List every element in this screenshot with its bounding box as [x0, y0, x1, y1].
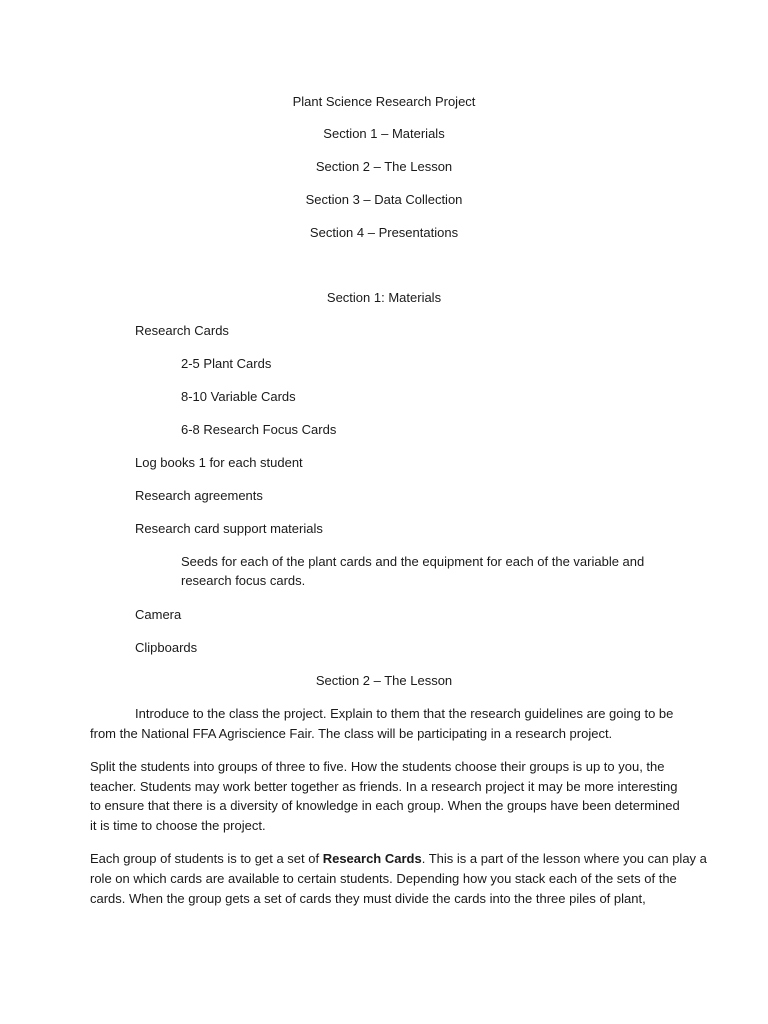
document-title: Plant Science Research Project: [292, 94, 476, 109]
paragraph-2-line-2: teacher. Students may work better together as friends. In a research project it may be more interesting: [90, 779, 678, 794]
list-subitem-focus-cards: 6-8 Research Focus Cards: [181, 422, 337, 437]
toc-item-section-2: Section 2 – The Lesson: [315, 159, 453, 174]
paragraph-1-line-1: Introduce to the class the project. Explain to them that the research guidelines are going to be: [135, 706, 674, 721]
list-item-support-materials: Research card support materials: [135, 521, 323, 536]
list-item-agreements: Research agreements: [135, 488, 263, 503]
list-subitem-plant-cards: 2-5 Plant Cards: [181, 356, 272, 371]
paragraph-2-line-1: Split the students into groups of three to five. How the students choose their groups is up to you, the: [90, 759, 665, 774]
paragraph-1-line-2: from the National FFA Agriscience Fair. The class will be participating in a research project.: [90, 726, 613, 741]
list-item-camera: Camera: [135, 607, 182, 622]
support-detail-line-2: research focus cards.: [181, 573, 306, 588]
paragraph-2-line-3: to ensure that there is a diversity of knowledge in each group. When the groups have been determined: [90, 798, 680, 813]
paragraph-3-text-pre: Each group of students is to get a set of: [90, 851, 323, 866]
support-detail-line-1: Seeds for each of the plant cards and the equipment for each of the variable and: [181, 554, 645, 569]
paragraph-2-line-4: it is time to choose the project.: [90, 818, 266, 833]
section-1-heading: Section 1: Materials: [326, 290, 442, 305]
paragraph-3-line-2: role on which cards are available to certain students. Depending how you stack each of the sets of the: [90, 871, 677, 886]
list-subitem-variable-cards: 8-10 Variable Cards: [181, 389, 296, 404]
list-item-clipboards: Clipboards: [135, 640, 198, 655]
paragraph-3-line-3: cards. When the group gets a set of cards they must divide the cards into the three piles of plant,: [90, 891, 646, 906]
research-cards-bold: Research Cards: [322, 851, 422, 866]
toc-item-section-1: Section 1 – Materials: [323, 126, 445, 141]
paragraph-3-line-1: [90, 850, 707, 868]
list-item-log-books: Log books 1 for each student: [135, 455, 303, 470]
paragraph-3-text-post: . This is a part of the lesson where you can play a: [421, 851, 707, 866]
toc-item-section-4: Section 4 – Presentations: [309, 225, 459, 240]
section-2-heading: Section 2 – The Lesson: [315, 673, 453, 688]
list-item-research-cards: Research Cards: [135, 323, 229, 338]
toc-item-section-3: Section 3 – Data Collection: [305, 192, 463, 207]
